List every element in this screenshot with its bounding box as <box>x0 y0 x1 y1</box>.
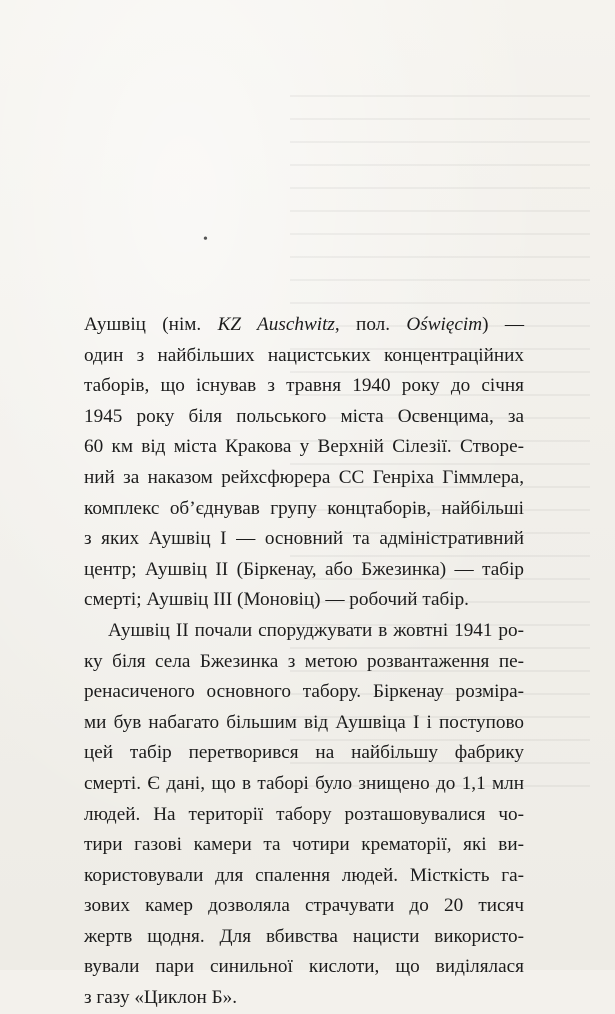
text-line: людей. На території табору розташовувалися чо- <box>84 803 524 825</box>
text-segment: Аушвіц (нім. <box>84 314 218 335</box>
german-name: KZ Auschwitz <box>217 314 335 335</box>
text-line: жертв щодня. Для вбивства нацисти використо- <box>84 925 524 947</box>
text-line: вували пари синильної кислоти, що виділялася <box>84 956 524 978</box>
text-line: 60 км від міста Кракова у Верхній Сілезії. Створе- <box>84 436 524 458</box>
text-line: центр; Аушвіц II (Біркенау, або Бжезинка) — табір <box>84 558 524 580</box>
text-line: один з найбільших нацистських концентраційних <box>84 344 524 366</box>
text-line: користовували для спалення людей. Місткість га- <box>84 864 524 886</box>
text-line: таборів, що існував з травня 1940 року до січня <box>84 375 524 397</box>
text-line: ку біля села Бжезинка з метою розвантаження пе- <box>84 650 524 672</box>
text-line: ми був набагато більшим від Аушвіца I і поступово <box>84 711 524 733</box>
text-line: Аушвіц II почали споруджувати в жовтні 1941 ро- <box>108 619 524 641</box>
text-line: 1945 року біля польського міста Освенцима, за <box>84 405 524 427</box>
page-speck: • <box>203 232 208 247</box>
text-line: з яких Аушвіц I — основний та адміністративний <box>84 528 524 550</box>
text-segment: , пол. <box>334 314 407 335</box>
text-line: зових камер дозволяла страчувати до 20 тисяч <box>84 895 524 917</box>
polish-name: Oświęcim <box>406 314 483 335</box>
text-line: смерті; Аушвіц III (Моновіц) — робочий табір. <box>84 589 469 611</box>
text-line: тири газові камери та чотири крематорії, які ви- <box>84 834 524 856</box>
text-line: з газу «Циклон Б». <box>84 987 238 1009</box>
text-line: смерті. Є дані, що в таборі було знищено до 1,1 млн <box>84 772 524 794</box>
text-line: ний за наказом рейхсфюрера СС Генріха Гіммлера, <box>84 466 524 488</box>
text-line <box>84 310 524 341</box>
text-line: ренасиченого основного табору. Біркенау розміра- <box>84 681 524 703</box>
paragraph-birkenau <box>84 616 524 1014</box>
text-segment: ) — <box>482 314 525 335</box>
text-line: цей табір перетворився на найбільшу фабрику <box>84 742 524 764</box>
body-text <box>84 310 524 1014</box>
text-line: комплекс об’єднував групу концтаборів, найбільші <box>84 497 524 519</box>
paragraph-auschwitz-overview <box>84 310 524 616</box>
